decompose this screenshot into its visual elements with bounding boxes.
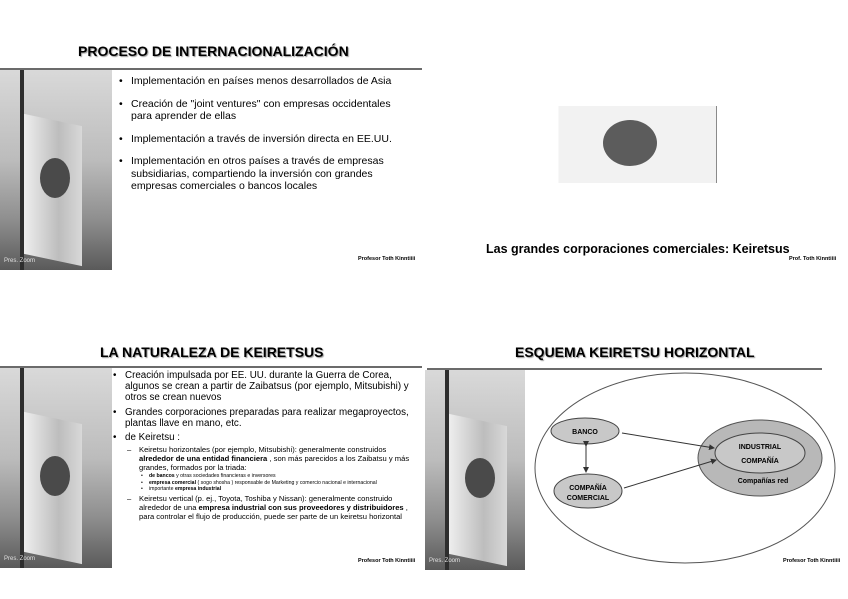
comercial-label-1: COMPAÑÍA: [569, 485, 607, 492]
bullet-item: • Implementación en países menos desarrollados de Asia: [117, 75, 407, 88]
bullet-item: • Creación de "joint ventures" con empresas occidentales para aprender de ellas: [117, 98, 407, 123]
bold-text: alrededor de una entidad financiera: [139, 454, 268, 464]
slide-footer: Profesor Toth Kinntiiii: [358, 256, 416, 262]
slide-footer: Profesor Toth Kinntiiii: [783, 558, 841, 564]
sub-item-horizontal: [125, 445, 411, 492]
bullet-text: de Keiretsu :: [125, 432, 181, 444]
text: ( sogo shosha ) responsable de Marketing y comercio nacional e internacional: [196, 479, 377, 486]
slide-footer: Profesor Toth Kinntiiii: [358, 558, 416, 564]
bold-text: de bancos: [149, 473, 175, 480]
bold-text: empresa industrial: [174, 486, 222, 493]
bullet-item: • Implementación en otros países a través de empresas subsidiarias, compartiendo la inversión con grandes empresas comerciales o bancos locales: [117, 155, 407, 193]
flag-photo: [0, 70, 112, 270]
slide-keiretsu-intro: [425, 30, 848, 270]
bold-text: empresa industrial con sus proveedores y distribuidores: [198, 503, 404, 513]
slide-naturaleza-keiretsus: [0, 330, 425, 570]
bullet-item: • Grandes corporaciones preparadas para realizar megaproyectos, plantas llave en mano, etc.: [111, 407, 411, 429]
slide-subtitle: Las grandes corporaciones comerciales: Keiretsus: [486, 242, 790, 256]
flag-sun-disc: [603, 120, 657, 166]
text: Keiretsu vertical (p. ej., Toyota, Toshiba y Nissan): generalmente construido alrededor de una: [139, 494, 393, 513]
japan-flag: [558, 106, 717, 183]
triad-item: [139, 486, 411, 492]
keiretsu-diagram: [530, 370, 840, 570]
flag-sun-disc: [40, 158, 70, 198]
bullet-item: • Implementación a través de inversión directa en EE.UU.: [117, 133, 407, 146]
flag-sun-disc: [40, 456, 70, 496]
photo-caption: Pres. Zoom: [429, 558, 461, 564]
flag-sun-disc: [465, 458, 495, 498]
text: importante: [149, 486, 175, 493]
industrial-label-2: COMPAÑÍA: [741, 458, 779, 465]
slide-proceso-internacionalizacion: [0, 30, 425, 270]
text: , para controlar el flujo de producción, puede ser parte de un keiretsu horizontal: [139, 503, 408, 522]
text: y otras sociedades financieras e inversores: [174, 473, 276, 480]
slide-esquema-keiretsu: [425, 330, 848, 570]
text: Keiretsu horizontales (por ejemplo, Mitsubishi): generalmente construidos: [139, 445, 387, 455]
industrial-label-1: INDUSTRIAL: [738, 444, 782, 451]
bullet-list: [111, 370, 411, 524]
flag-photo: [0, 368, 112, 568]
photo-caption: Pres. Zoom: [4, 258, 36, 264]
bold-text: empresa comercial: [149, 479, 197, 486]
photo-caption: Pres. Zoom: [4, 556, 36, 562]
bullet-list: [117, 75, 407, 203]
slide-title: LA NATURALEZA DE KEIRETSUS: [100, 344, 324, 360]
text: , son más parecidos a los Zaibatsu y más grandes, formados por la triada:: [139, 454, 410, 473]
slide-title: ESQUEMA KEIRETSU HORIZONTAL: [515, 344, 755, 360]
triad-list: [139, 473, 411, 492]
banco-label: BANCO: [572, 429, 598, 436]
red-label: Compañías red: [737, 478, 789, 485]
slide-title: PROCESO DE INTERNACIONALIZACIÓN: [78, 43, 349, 59]
flag-photo: [425, 370, 525, 570]
sub-list: [125, 445, 411, 521]
slide-footer: Prof. Toth Kinntiiii: [789, 256, 837, 262]
industrial-node: [715, 433, 805, 473]
comercial-label-2: COMERCIAL: [566, 495, 610, 502]
bullet-item: [111, 432, 411, 521]
flag-edge-line: [716, 106, 717, 183]
sub-item-vertical: [125, 494, 411, 521]
bullet-item: • Creación impulsada por EE. UU. durante la Guerra de Corea, algunos se crean a partir de Zaibatsus (por ejemplo, Mitsubishi) y otros se crean nuevos: [111, 370, 411, 404]
